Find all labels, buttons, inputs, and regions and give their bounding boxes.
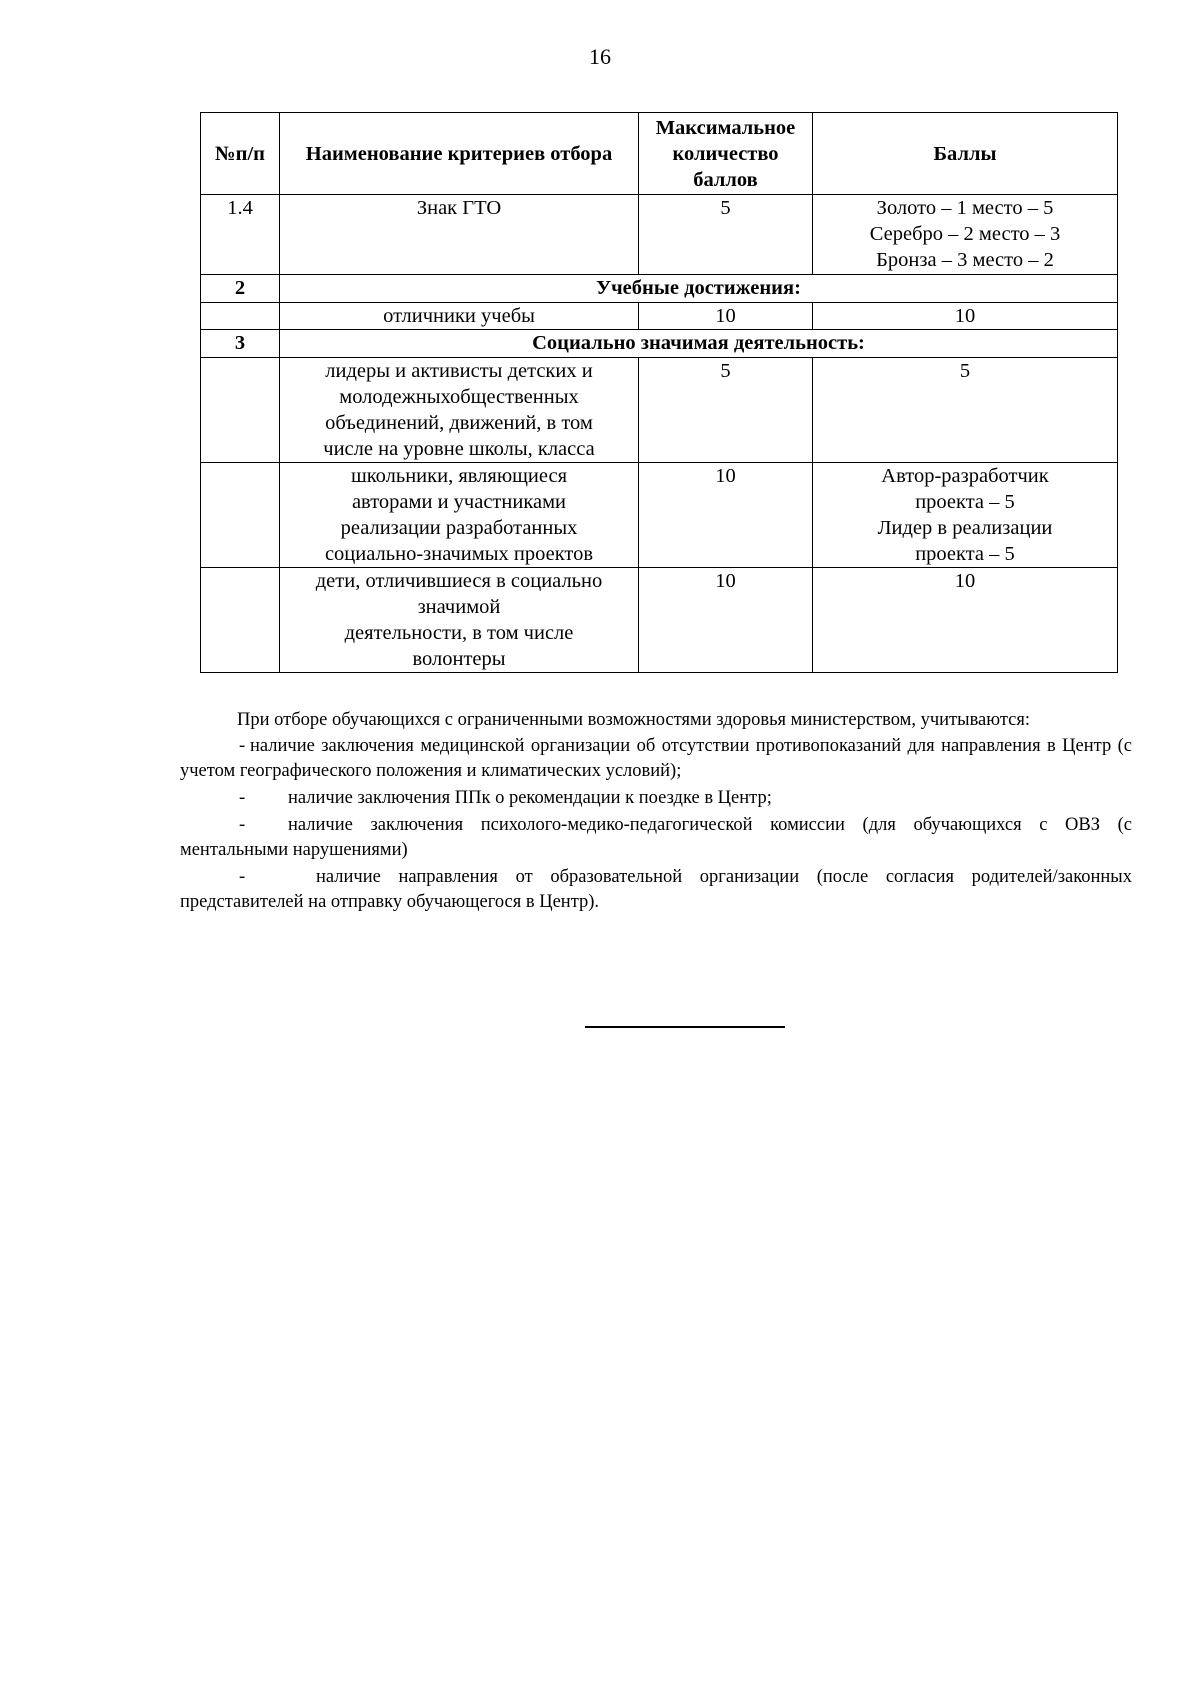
table-row: [201, 358, 1118, 463]
points-line: Бронза – 3 место – 2: [876, 249, 1054, 271]
section-title: Учебные достижения:: [280, 275, 1118, 303]
note-text: наличие заключения медицинской организации об отсутствии противопоказаний для направления в Центр (с учетом географического положения и климатических условий);: [180, 736, 1132, 781]
criteria-line: деятельности, в том числе: [344, 622, 574, 644]
criteria-line: школьники, являющиеся: [350, 465, 568, 487]
page-number: 16: [589, 44, 611, 69]
max-points: 5: [639, 358, 813, 463]
note-dash: -: [239, 867, 246, 887]
criteria-line: социально-значимых проектов: [324, 543, 594, 565]
row-number: [201, 303, 280, 330]
criteria-name: Знак ГТО: [280, 195, 639, 275]
note-dash: -: [239, 736, 246, 756]
note-text: наличие заключения ППк о рекомендации к поездке в Центр;: [288, 788, 772, 808]
max-points: 10: [639, 568, 813, 673]
section-row: [201, 330, 1118, 358]
note-dash: -: [239, 815, 246, 835]
note-dash: -: [239, 788, 246, 808]
points-line: проекта – 5: [915, 491, 1015, 513]
notes-section: [180, 708, 1132, 917]
section-row: [201, 275, 1118, 303]
points-line: Серебро – 2 место – 3: [869, 223, 1061, 245]
criteria-line: авторами и участниками: [351, 491, 567, 513]
notes-intro: При отборе обучающихся с ограниченными возможностями здоровья министерством, учитываются:: [237, 710, 1031, 730]
header-criteria-name: Наименование критериев отбора: [280, 113, 639, 195]
points-cell: 5: [813, 358, 1118, 463]
section-number: 2: [201, 275, 280, 303]
points-cell: [813, 463, 1118, 568]
max-points: 10: [639, 303, 813, 330]
closing-rule: [585, 1026, 785, 1028]
selection-criteria-table: [200, 112, 1118, 673]
criteria-line: реализации разработанных: [340, 517, 578, 539]
row-number: [201, 568, 280, 673]
row-number: [201, 463, 280, 568]
table-row: [201, 303, 1118, 330]
criteria-line: лидеры и активисты детских и: [325, 360, 593, 382]
note-text: наличие заключения психолого-медико-педагогической комиссии (для обучающихся с ОВЗ (с ментальными нарушениями): [180, 815, 1132, 860]
criteria-name: отличники учебы: [280, 303, 639, 330]
table-row: [201, 463, 1118, 568]
note-text: наличие направления от образовательной организации (после согласия родителей/законных представителей на отправку обучающегося в Центр).: [180, 867, 1132, 912]
row-number: [201, 358, 280, 463]
note-item: [180, 734, 1132, 784]
points-line: Автор-разработчик: [881, 465, 1049, 487]
criteria-line: значимой: [417, 596, 501, 618]
criteria-line: объединений, движений, в том: [325, 412, 593, 434]
points-cell: 10: [813, 568, 1118, 673]
table-row: [201, 568, 1118, 673]
criteria-name: [280, 358, 639, 463]
table-header-row: [201, 113, 1118, 195]
points-cell: [813, 195, 1118, 275]
note-item: [180, 865, 1132, 915]
header-points: Баллы: [813, 113, 1118, 195]
max-points: 5: [639, 195, 813, 275]
criteria-line: числе на уровне школы, класса: [323, 438, 595, 460]
row-number: 1.4: [201, 195, 280, 275]
table-row: [201, 195, 1118, 275]
note-item: [180, 786, 1132, 811]
section-title: Социально значимая деятельность:: [280, 330, 1118, 358]
header-max-points: Максимальное количество баллов: [639, 113, 813, 195]
criteria-line: дети, отличившиеся в социально: [315, 570, 603, 592]
header-number: №п/п: [201, 113, 280, 195]
note-item: [180, 813, 1132, 863]
criteria-name: [280, 568, 639, 673]
section-number: 3: [201, 330, 280, 358]
max-points: 10: [639, 463, 813, 568]
points-line: Лидер в реализации: [877, 517, 1053, 539]
criteria-name: [280, 463, 639, 568]
criteria-line: волонтеры: [412, 648, 506, 670]
points-line: Золото – 1 место – 5: [876, 197, 1054, 219]
points-cell: 10: [813, 303, 1118, 330]
points-line: проекта – 5: [915, 543, 1015, 565]
criteria-line: молодежныхобщественных: [339, 386, 579, 408]
